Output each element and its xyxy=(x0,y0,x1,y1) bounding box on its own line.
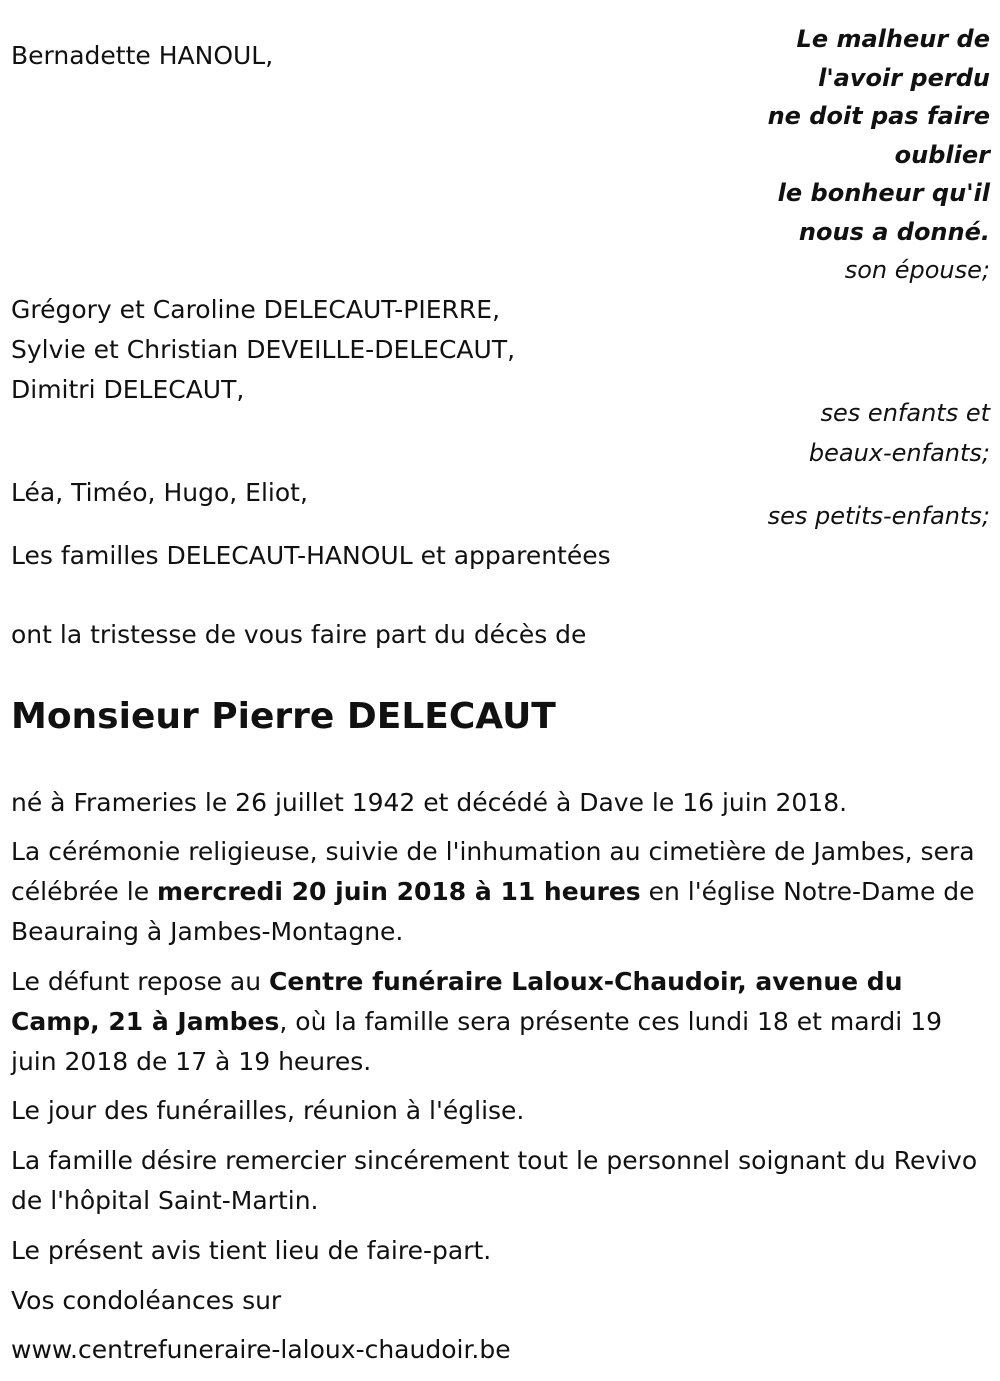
quote-line: Le malheur de xyxy=(796,25,990,53)
ceremony-text xyxy=(11,832,986,952)
children-relation: ses enfants et xyxy=(820,399,990,427)
quote-line: ne doit pas faire xyxy=(767,102,990,131)
birth-death-text: né à Frameries le 26 juillet 1942 et décédé à Dave le 16 juin 2018. xyxy=(11,788,848,817)
memorial-quote xyxy=(730,20,990,252)
rest-visiting-hours: , où la famille sera présente ces lundi 18 et mardi 19 juin 2018 de 17 à 19 heures. xyxy=(11,1007,943,1076)
thanks-text: La famille désire remercier sincérement tout le personnel soignant du Revivo de l'hôpital Saint-Martin. xyxy=(11,1146,978,1215)
quote-line: oublier xyxy=(894,140,990,169)
child-name: Grégory et Caroline DELECAUT-PIERRE, xyxy=(11,295,501,324)
rest-place: Centre funéraire Laloux-Chaudoir, avenue du Camp, 21 à Jambes xyxy=(11,967,903,1036)
ceremony-intro: La cérémonie religieuse, suivie de l'inhumation au cimetière de Jambes, sera célébrée le xyxy=(11,837,975,906)
condolences-label: Vos condoléances sur xyxy=(11,1286,282,1315)
deceased-name: Monsieur Pierre DELECAUT xyxy=(11,696,556,737)
child-name: Dimitri DELECAUT, xyxy=(11,375,245,404)
quote-line: nous a donné. xyxy=(798,217,990,246)
families-line: Les familles DELECAUT-HANOUL et apparentées xyxy=(11,541,611,570)
rest-intro: Le défunt repose au xyxy=(11,967,270,996)
rest-text xyxy=(11,962,986,1082)
quote-line: le bonheur qu'il xyxy=(777,179,990,208)
quote-line: l'avoir perdu xyxy=(818,63,990,92)
grandchildren-names: Léa, Timéo, Hugo, Eliot, xyxy=(11,478,308,507)
child-name: Sylvie et Christian DEVEILLE-DELECAUT, xyxy=(11,335,516,364)
spouse-relation: son épouse; xyxy=(844,256,990,284)
ceremony-location: en l'église Notre-Dame de Beauraing à Jambes-Montagne. xyxy=(11,877,975,946)
meeting-text: Le jour des funérailles, réunion à l'église. xyxy=(11,1096,525,1125)
grandchildren-relation: ses petits-enfants; xyxy=(767,502,990,530)
spouse-name: Bernadette HANOUL, xyxy=(11,41,274,70)
ceremony-date: mercredi 20 juin 2018 à 11 heures xyxy=(157,877,641,906)
notice-text: Le présent avis tient lieu de faire-part. xyxy=(11,1236,492,1265)
children-relation: beaux-enfants; xyxy=(808,439,990,467)
website-link[interactable]: www.centrefuneraire-laloux-chaudoir.be xyxy=(11,1335,511,1364)
announcement-text: ont la tristesse de vous faire part du décès de xyxy=(11,620,587,649)
